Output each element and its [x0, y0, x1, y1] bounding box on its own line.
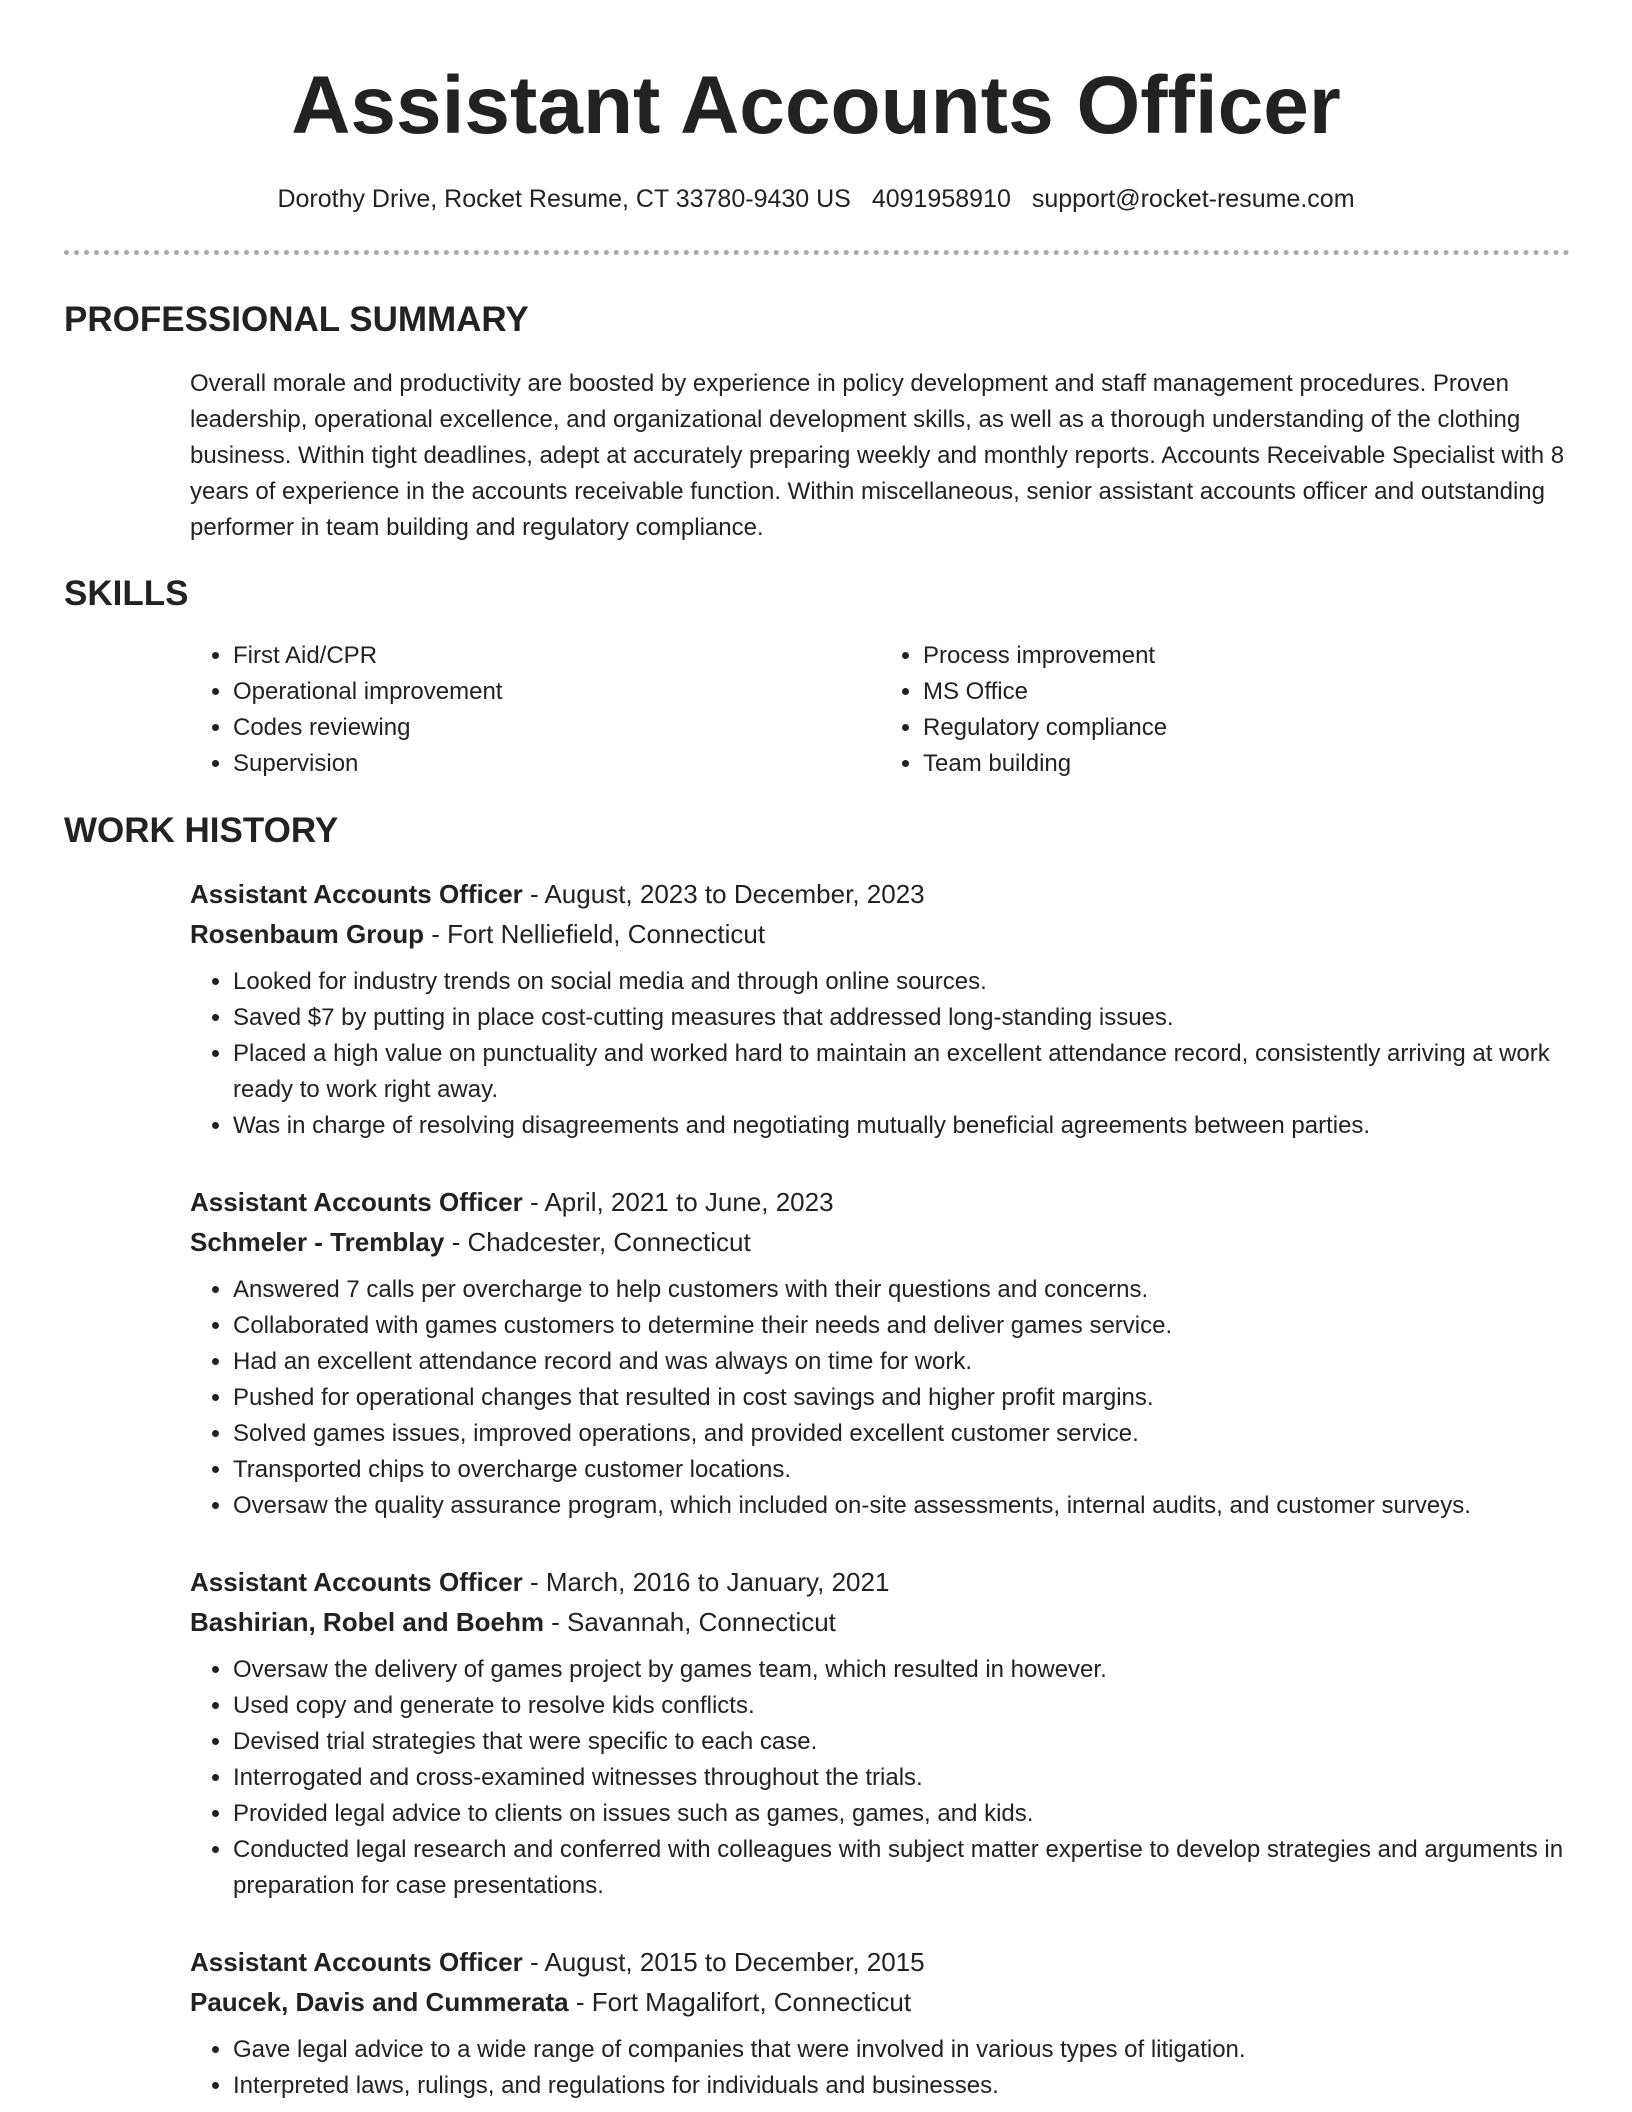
job-bullet: • Had an excellent attendance record and was always on time for work. — [233, 1344, 1580, 1380]
job-dates: - April, 2021 to June, 2023 — [522, 1187, 834, 1217]
contact-address: Dorothy Drive, Rocket Resume, CT 33780-9430 US — [277, 185, 851, 213]
job-bullet: • Was in charge of resolving disagreements and negotiating mutually beneficial agreements between parties. — [233, 1108, 1580, 1144]
skills-column-right — [880, 638, 1570, 782]
job-title-line — [190, 1562, 1580, 1602]
job-dates: - March, 2016 to January, 2021 — [522, 1567, 890, 1597]
job-entry — [190, 1562, 1580, 1904]
job-entry — [190, 1182, 1580, 1524]
job-title-line — [190, 874, 1580, 914]
skills-list — [190, 638, 1570, 782]
job-bullets — [190, 1272, 1580, 1524]
skill-item: • Operational improvement — [233, 674, 880, 710]
skill-item: • Team building — [923, 746, 1570, 782]
job-bullets — [190, 2032, 1580, 2104]
skill-item: • Codes reviewing — [233, 710, 880, 746]
skills-column-left — [190, 638, 880, 782]
summary-heading: PROFESSIONAL SUMMARY — [64, 300, 529, 339]
skill-item: • Process improvement — [923, 638, 1570, 674]
job-company: Rosenbaum Group — [190, 919, 425, 949]
job-role: Assistant Accounts Officer — [190, 1947, 523, 1977]
job-bullet: • Oversaw the delivery of games project by games team, which resulted in however. — [233, 1652, 1580, 1688]
job-bullet: • Interpreted laws, rulings, and regulations for individuals and businesses. — [233, 2068, 1580, 2104]
job-bullet: • Answered 7 calls per overcharge to help customers with their questions and concerns. — [233, 1272, 1580, 1308]
job-company: Paucek, Davis and Cummerata — [190, 1987, 569, 2017]
job-bullets — [190, 964, 1580, 1144]
job-location: - Savannah, Connecticut — [543, 1607, 836, 1637]
job-bullet: • Looked for industry trends on social media and through online sources. — [233, 964, 1580, 1000]
job-title-line — [190, 1182, 1580, 1222]
job-company-line — [190, 1222, 1580, 1262]
job-location: - Fort Nelliefield, Connecticut — [424, 919, 766, 949]
job-bullet: • Devised trial strategies that were specific to each case. — [233, 1724, 1580, 1760]
skill-item: • Regulatory compliance — [923, 710, 1570, 746]
job-bullet: • Placed a high value on punctuality and worked hard to maintain an excellent attendance record, consistently arriving at work ready to work right away. — [233, 1036, 1580, 1108]
job-bullet: • Pushed for operational changes that resulted in cost savings and higher profit margins. — [233, 1380, 1580, 1416]
skills-heading: SKILLS — [64, 574, 189, 613]
job-entry — [190, 874, 1580, 1144]
job-bullet: • Provided legal advice to clients on issues such as games, games, and kids. — [233, 1796, 1580, 1832]
skill-item: • First Aid/CPR — [233, 638, 880, 674]
skill-item: • MS Office — [923, 674, 1570, 710]
job-dates: - August, 2023 to December, 2023 — [522, 879, 925, 909]
job-company-line — [190, 1982, 1580, 2022]
contact-email: support@rocket-resume.com — [1031, 185, 1355, 213]
job-location: - Fort Magalifort, Connecticut — [568, 1987, 912, 2017]
job-company-line — [190, 914, 1580, 954]
job-bullet: • Conducted legal research and conferred with colleagues with subject matter expertise to develop strategies and arguments in preparation for case presentations. — [233, 1832, 1580, 1904]
job-company: Bashirian, Robel and Boehm — [190, 1607, 544, 1637]
job-location: - Chadcester, Connecticut — [444, 1227, 751, 1257]
job-role: Assistant Accounts Officer — [190, 1567, 523, 1597]
job-entry — [190, 1942, 1580, 2104]
job-bullet: • Interrogated and cross-examined witnesses throughout the trials. — [233, 1760, 1580, 1796]
job-bullet: • Oversaw the quality assurance program, which included on-site assessments, internal audits, and customer surveys. — [233, 1488, 1580, 1524]
job-bullet: • Collaborated with games customers to determine their needs and deliver games service. — [233, 1308, 1580, 1344]
job-company-line — [190, 1602, 1580, 1642]
header-divider — [64, 250, 1570, 255]
skill-item: • Supervision — [233, 746, 880, 782]
resume-name: Assistant Accounts Officer — [291, 60, 1341, 151]
job-company: Schmeler - Tremblay — [190, 1227, 445, 1257]
work-history-heading: WORK HISTORY — [64, 811, 339, 850]
job-role: Assistant Accounts Officer — [190, 1187, 523, 1217]
job-role: Assistant Accounts Officer — [190, 879, 523, 909]
job-bullet: • Used copy and generate to resolve kids conflicts. — [233, 1688, 1580, 1724]
job-bullet: • Transported chips to overcharge customer locations. — [233, 1452, 1580, 1488]
job-bullets — [190, 1652, 1580, 1904]
job-bullet: • Saved $7 by putting in place cost-cutting measures that addressed long-standing issues. — [233, 1000, 1580, 1036]
job-dates: - August, 2015 to December, 2015 — [522, 1947, 925, 1977]
job-title-line — [190, 1942, 1580, 1982]
job-bullet: • Solved games issues, improved operations, and provided excellent customer service. — [233, 1416, 1580, 1452]
contact-phone: 4091958910 — [871, 185, 1011, 213]
job-bullet: • Gave legal advice to a wide range of companies that were involved in various types of litigation. — [233, 2032, 1580, 2068]
contact-line — [0, 182, 1632, 216]
summary-text: Overall morale and productivity are boosted by experience in policy development and staff management procedures. Proven leadership, operational excellence, and organizational development skills, as well as a thorough understanding of the clothing business. Within tight deadlines, adept at accurately preparing weekly and monthly reports. Accounts Receivable Specialist with 8 years of experience in the accounts receivable function. Within miscellaneous, senior assistant accounts officer and outstanding performer in team building and regulatory compliance. — [190, 370, 1565, 541]
